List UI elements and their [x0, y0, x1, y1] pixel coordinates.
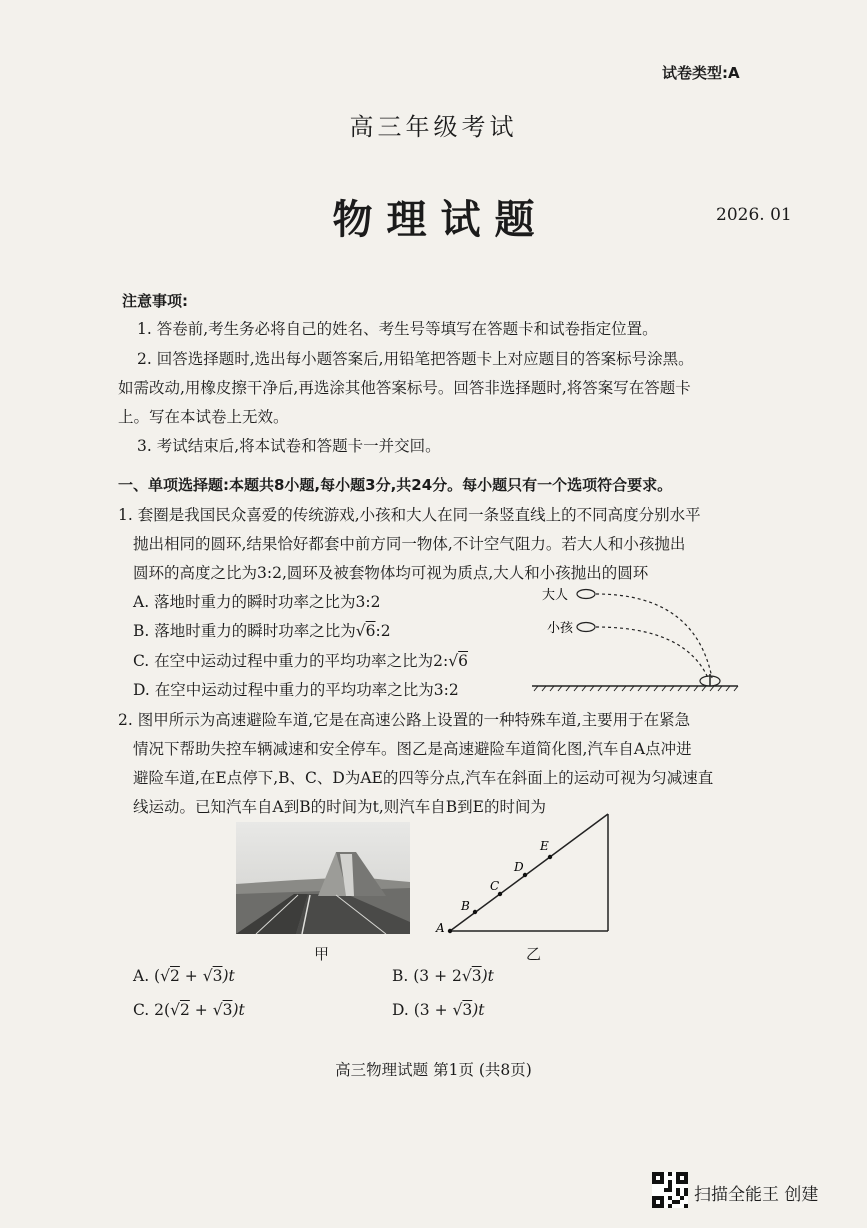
q2-option-b: B. (3 + 2√3)t [392, 967, 494, 985]
escape-lane-diagram [430, 808, 615, 940]
notice-item: 2. 回答选择题时,选出每小题答案后,用铅笔把答题卡上对应题目的答案标号涂黑。 [137, 350, 694, 368]
label-adult: 大人 [542, 588, 569, 603]
diagram-caption: 乙 [526, 945, 542, 963]
notice-item: 3. 考试结束后,将本试卷和答题卡一并交回。 [137, 437, 441, 455]
q2-option-b-prefix: B. (3 + 2 [392, 967, 462, 985]
sqrt-radicand: 3 [462, 1001, 473, 1019]
q2-option-d-suffix: )t [472, 1001, 485, 1019]
q1-option-c: C. 在空中运动过程中重力的平均功率之比为2:√6 [133, 652, 469, 670]
photo-caption: 甲 [314, 945, 330, 963]
notice-item: 1. 答卷前,考生务必将自己的姓名、考生号等填写在答题卡和试卷指定位置。 [137, 320, 658, 338]
page-title: 物理试题 [332, 196, 549, 243]
sqrt-radicand: 6 [458, 652, 469, 670]
qr-code-icon [652, 1172, 688, 1208]
point-b [473, 910, 477, 914]
q2-option-a-prefix: A. ( [133, 967, 161, 985]
watermark-text: 扫描全能王 创建 [694, 1185, 819, 1205]
paper-type: 试卷类型:A [662, 64, 740, 82]
q2-option-d: D. (3 + √3)t [392, 1001, 485, 1019]
q2-stem: 情况下帮助失控车辆减速和安全停车。图乙是高速避险车道简化图,汽车自A点冲进 [133, 740, 692, 758]
notice-item: 如需改动,用橡皮擦干净后,再选涂其他答案标号。回答非选择题时,将答案写在答题卡 [118, 379, 691, 397]
label-d: D [514, 860, 524, 874]
q1-option-b-text: B. 落地时重力的瞬时功率之比为 [133, 622, 356, 640]
q1-option-c-text: C. 在空中运动过程中重力的平均功率之比为2: [133, 652, 449, 670]
q2-option-c-plus: + [189, 1001, 213, 1019]
label-b: B [461, 899, 470, 913]
exam-subtitle: 高三年级考试 [349, 113, 518, 141]
q2-option-d-prefix: D. (3 + [392, 1001, 453, 1019]
q2-option-a-plus: + [179, 967, 203, 985]
adult-ring [577, 590, 595, 599]
q1-stem: 1. 套圈是我国民众喜爱的传统游戏,小孩和大人在同一条竖直线上的不同高度分别水平 [118, 506, 701, 524]
q1-stem: 抛出相同的圆环,结果恰好都套中前方同一物体,不计空气阻力。若大人和小孩抛出 [133, 535, 686, 553]
q2-option-b-suffix: )t [481, 967, 494, 985]
q2-option-c: C. 2(√2 + √3)t [133, 1001, 245, 1019]
point-a [448, 929, 452, 933]
sqrt-radicand: 2 [179, 1001, 190, 1019]
q1-option-d: D. 在空中运动过程中重力的平均功率之比为3:2 [133, 681, 459, 699]
point-e [548, 855, 552, 859]
page-footer: 高三物理试题 第1页 (共8页) [335, 1061, 532, 1079]
label-c: C [490, 879, 500, 893]
q1-option-b-suffix: :2 [375, 622, 391, 640]
sqrt-radicand: 3 [222, 1001, 233, 1019]
notice-heading: 注意事项: [122, 292, 188, 310]
exam-date: 2026. 01 [716, 205, 792, 225]
q1-stem: 圆环的高度之比为3:2,圆环及被套物体均可视为质点,大人和小孩抛出的圆环 [133, 564, 649, 582]
q1-option-a: A. 落地时重力的瞬时功率之比为3:2 [133, 593, 381, 611]
label-child: 小孩 [547, 621, 574, 636]
sqrt-radicand: 3 [212, 967, 223, 985]
q2-stem: 线运动。已知汽车自A到B的时间为t,则汽车自B到E的时间为 [133, 798, 546, 816]
escape-lane-photo [236, 822, 410, 934]
label-e: E [540, 839, 549, 853]
q2-option-c-suffix: )t [232, 1001, 245, 1019]
q2-stem: 2. 图甲所示为高速避险车道,它是在高速公路上设置的一种特殊车道,主要用于在紧急 [118, 711, 691, 729]
q2-option-a: A. (√2 + √3)t [133, 967, 235, 985]
section-heading: 一、单项选择题:本题共8小题,每小题3分,共24分。每小题只有一个选项符合要求。 [118, 476, 673, 494]
child-ring [577, 623, 595, 632]
sqrt-radicand: 2 [170, 967, 180, 985]
q1-figure [530, 580, 745, 695]
sqrt-radicand: 6 [365, 622, 376, 640]
q2-option-a-suffix: )t [222, 967, 235, 985]
q1-option-b: B. 落地时重力的瞬时功率之比为√6:2 [133, 622, 391, 640]
q2-stem: 避险车道,在E点停下,B、C、D为AE的四等分点,汽车在斜面上的运动可视为匀减速直 [133, 769, 714, 787]
q2-option-c-prefix: C. 2( [133, 1001, 171, 1019]
child-trajectory [596, 627, 708, 678]
adult-trajectory [596, 594, 712, 678]
label-a: A [436, 921, 445, 935]
sqrt-radicand: 3 [471, 967, 482, 985]
notice-item: 上。写在本试卷上无效。 [118, 408, 289, 426]
escape-lane-photo-image [236, 822, 410, 934]
